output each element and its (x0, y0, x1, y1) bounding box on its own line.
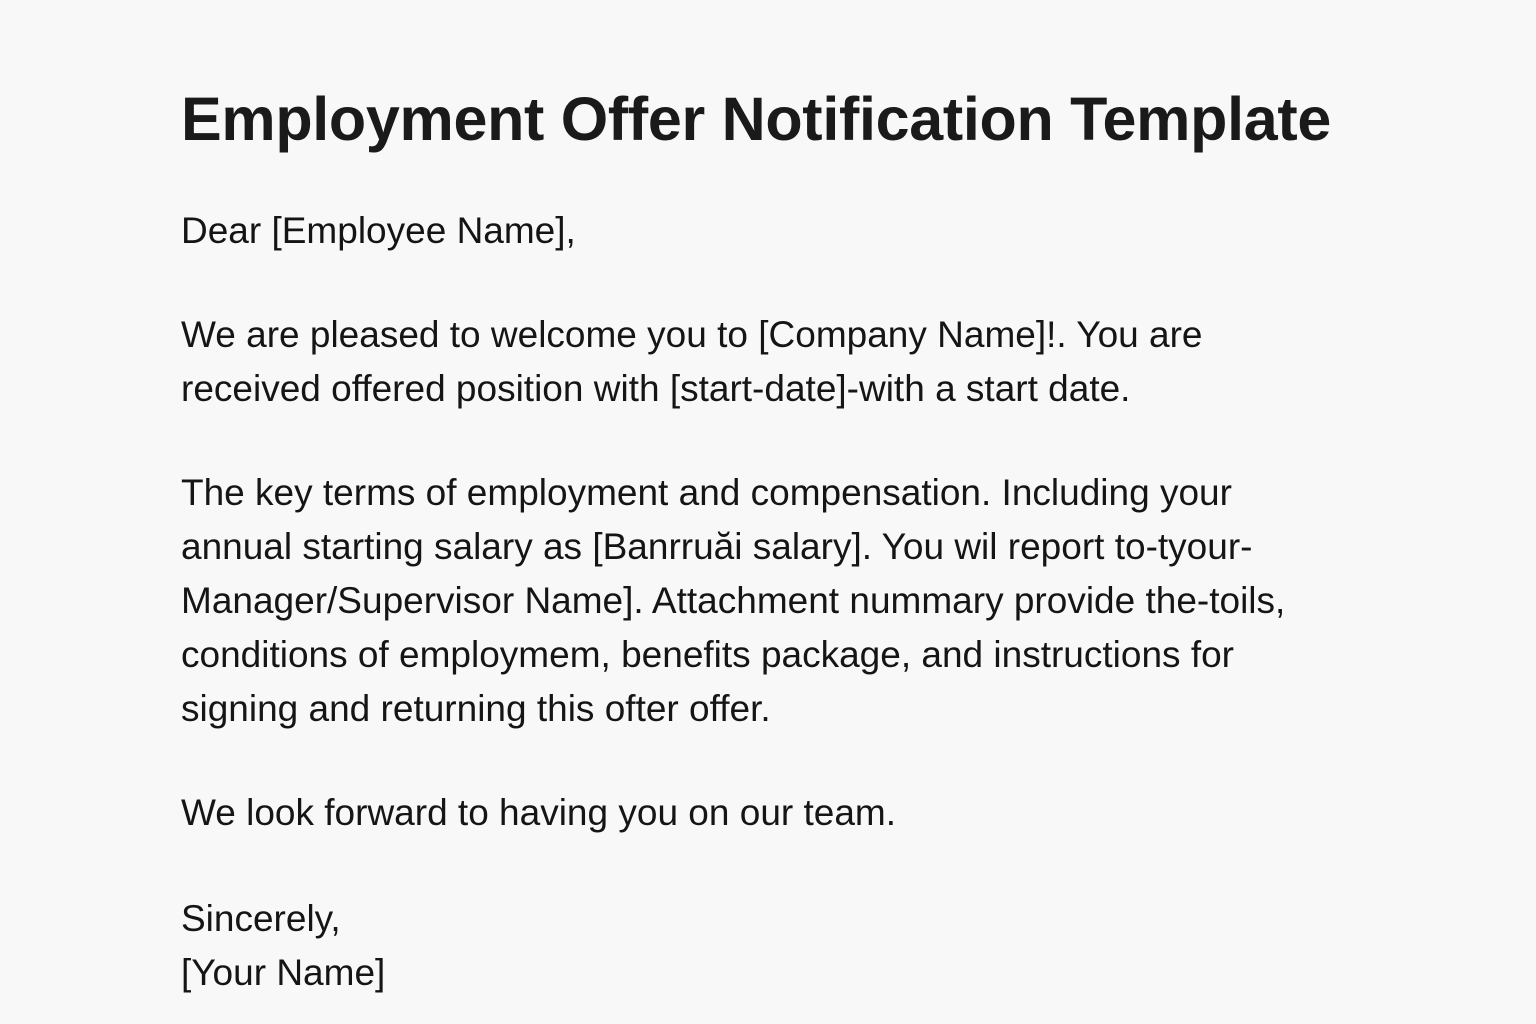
paragraph-line: We look forward to having you on our team. (181, 792, 897, 833)
paragraph-line: Manager/Supervisor Name]. Attachment nummary provide the-toils, (181, 580, 1286, 621)
signature-line: [Your Name] (181, 952, 386, 993)
paragraph-line: conditions of employmem, benefits package, and instructions for (181, 634, 1235, 675)
document-title: Employment Offer Notification Template (181, 85, 1331, 153)
salutation-line: Dear [Employee Name], (181, 210, 576, 251)
signature-block (181, 892, 1441, 1000)
paragraph-line: received offered position with [start-date]-with a start date. (181, 368, 1131, 409)
terms-paragraph (181, 466, 1441, 736)
welcome-paragraph (181, 308, 1441, 416)
offer-letter (181, 84, 1441, 1000)
paragraph-line: annual starting salary as [Banrruăi salary]. You wil report to-tyour- (181, 526, 1253, 567)
paragraph-line: We are pleased to welcome you to [Company Name]!. You are (181, 314, 1203, 355)
closing-paragraph (181, 786, 1441, 840)
closing-line: Sincerely, (181, 898, 341, 939)
paragraph-line: signing and returning this ofter offer. (181, 688, 771, 729)
paragraph-line: The key terms of employment and compensation. Including your (181, 472, 1232, 513)
